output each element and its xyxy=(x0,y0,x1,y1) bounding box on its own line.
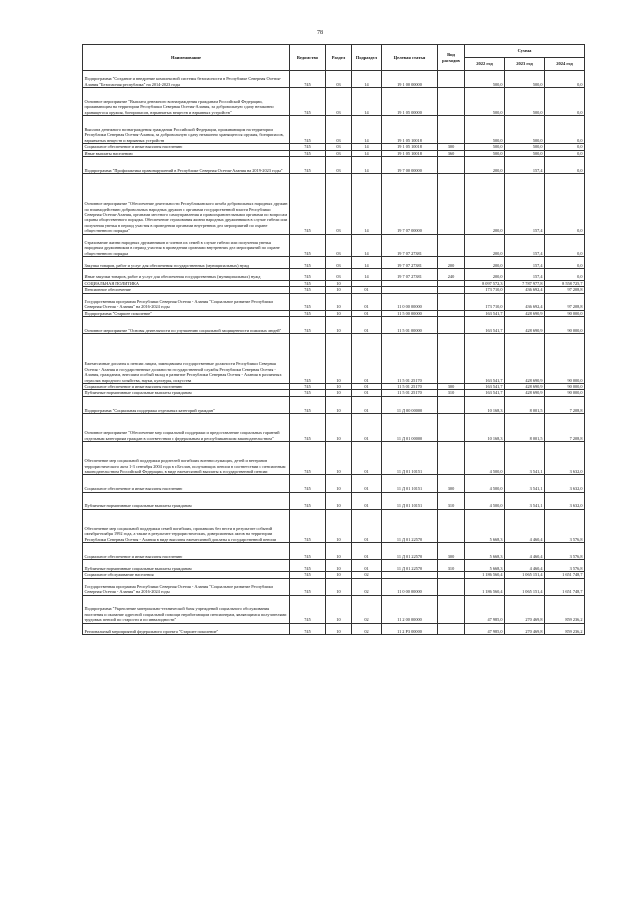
row-vr: 360 xyxy=(438,150,465,156)
row-sum-3: 1 651 748,7 xyxy=(545,578,585,595)
row-sum-1: 10 168,3 xyxy=(465,396,505,413)
row-name: СОЦИАЛЬНАЯ ПОЛИТИКА xyxy=(83,280,290,286)
header-year-1: 2022 год xyxy=(465,58,505,71)
row-sum-3: 859 236,2 xyxy=(545,623,585,635)
header-podrazdel: Подраздел xyxy=(352,45,382,71)
row-razdel: 03 xyxy=(326,234,352,257)
row-razdel: 10 xyxy=(326,560,352,572)
row-sum-1: 10 168,3 xyxy=(465,413,505,441)
table-row xyxy=(83,88,585,116)
row-ved: 745 xyxy=(290,390,326,396)
row-vr xyxy=(438,234,465,257)
row-podrazdel: 01 xyxy=(352,475,382,492)
table-row xyxy=(83,157,585,174)
row-ved: 745 xyxy=(290,441,326,474)
table-row xyxy=(83,595,585,623)
row-cs: 11 0 00 00000 xyxy=(382,293,438,310)
row-cs: 19 7 07 27381 xyxy=(382,257,438,269)
row-podrazdel: 14 xyxy=(352,116,382,144)
row-vr: 300 xyxy=(438,144,465,150)
row-sum-2: 3 541,1 xyxy=(505,475,545,492)
row-sum-3: 0,0 xyxy=(545,150,585,156)
row-vr: 310 xyxy=(438,560,465,572)
row-sum-1: 163 541,7 xyxy=(465,390,505,396)
row-vr xyxy=(438,317,465,334)
row-name: Подпрограмма "Укрепление материально-технической базы учреждений социального обслуживания населения и оказание адресной социальной помощи неработающим пенсионерам, являющимся получателями трудовых пенсий по старости и по инвалидности" xyxy=(83,595,290,623)
row-sum-2: 4 460,4 xyxy=(505,560,545,572)
header-cs: Целевая статья xyxy=(382,45,438,71)
row-podrazdel: 01 xyxy=(352,396,382,413)
header-year-2: 2023 год xyxy=(505,58,545,71)
row-sum-2: 157,4 xyxy=(505,157,545,174)
table-row xyxy=(83,509,585,542)
row-ved: 745 xyxy=(290,509,326,542)
row-name: Страхование жизни народных дружинников и членов их семей в случае гибели или получения увечья народным дружинником в период участия в проведении органами внутренних дел мероприятий по охране общественного порядка xyxy=(83,234,290,257)
row-name: Закупка товаров, работ и услуг для обеспечения государственных (муниципальных) нужд xyxy=(83,257,290,269)
row-sum-2: 428 690,9 xyxy=(505,310,545,316)
row-sum-2: 157,4 xyxy=(505,174,545,234)
row-sum-3: 90 000,0 xyxy=(545,310,585,316)
row-cs: 19 7 07 27381 xyxy=(382,234,438,257)
row-sum-2: 436 692,4 xyxy=(505,293,545,310)
row-podrazdel: 02 xyxy=(352,623,382,635)
row-sum-2: 436 692,4 xyxy=(505,287,545,293)
row-podrazdel: 14 xyxy=(352,144,382,150)
row-sum-1: 163 541,7 xyxy=(465,334,505,384)
table-row xyxy=(83,413,585,441)
row-vr: 310 xyxy=(438,492,465,509)
row-cs: 11 Д 01 00000 xyxy=(382,413,438,441)
row-cs: 11 5 00 00000 xyxy=(382,310,438,316)
row-podrazdel: 01 xyxy=(352,543,382,560)
table-row xyxy=(83,257,585,269)
row-podrazdel: 14 xyxy=(352,174,382,234)
row-sum-2: 270 469,8 xyxy=(505,595,545,623)
row-podrazdel: 02 xyxy=(352,595,382,623)
row-ved: 745 xyxy=(290,144,326,150)
row-razdel: 03 xyxy=(326,257,352,269)
row-sum-1: 163 541,7 xyxy=(465,317,505,334)
row-sum-1: 200,0 xyxy=(465,174,505,234)
header-ved: Ведомство xyxy=(290,45,326,71)
row-sum-1: 47 985,0 xyxy=(465,623,505,635)
row-sum-2: 4 460,4 xyxy=(505,509,545,542)
row-ved: 745 xyxy=(290,310,326,316)
row-name: Обеспечение мер социальной поддержки родителей погибших военнослужащих, детей и ветеранов террористического акта 1-3 сентября 2004 года в г.Беслан, получающих пенсии в соответствии с пенсионным законодательством Российской Федерации, в виде ежемесячной выплаты к государственной пенсии xyxy=(83,441,290,474)
row-sum-3: 0,0 xyxy=(545,71,585,88)
row-ved: 745 xyxy=(290,268,326,280)
row-sum-2: 3 541,1 xyxy=(505,492,545,509)
row-sum-2: 157,4 xyxy=(505,268,545,280)
row-sum-2: 4 460,4 xyxy=(505,543,545,560)
row-name: Ежемесячные доплаты к пенсии лицам, замещавшим государственные должности Республики Северная Осетия - Алания и государственные должности государственной службы Республики Северная Осетия - Алания, гражданам, внесшим особый вклад в развитие Республики Северная Осетия - Алания в различных отраслях народного хозяйства, науки, культуры, искусства xyxy=(83,334,290,384)
table-row xyxy=(83,578,585,595)
table-row xyxy=(83,293,585,310)
row-ved: 745 xyxy=(290,280,326,286)
row-sum-3: 97 208,8 xyxy=(545,287,585,293)
row-cs: 11 2 Р3 00000 xyxy=(382,623,438,635)
row-sum-3: 1 651 748,7 xyxy=(545,572,585,578)
row-vr xyxy=(438,116,465,144)
row-ved: 745 xyxy=(290,492,326,509)
row-ved: 745 xyxy=(290,572,326,578)
row-ved: 745 xyxy=(290,88,326,116)
row-sum-1: 4 500,0 xyxy=(465,441,505,474)
row-sum-3: 90 000,0 xyxy=(545,317,585,334)
row-cs: 11 5 01 25170 xyxy=(382,383,438,389)
row-sum-3: 0,0 xyxy=(545,174,585,234)
row-vr xyxy=(438,623,465,635)
row-cs: 11 5 01 00000 xyxy=(382,317,438,334)
row-name: Пенсионное обеспечение xyxy=(83,287,290,293)
row-sum-2: 1 065 151,4 xyxy=(505,572,545,578)
row-cs: 11 2 00 00000 xyxy=(382,595,438,623)
row-sum-1: 500,0 xyxy=(465,150,505,156)
row-ved: 745 xyxy=(290,413,326,441)
row-cs: 11 Д 01 22570 xyxy=(382,543,438,560)
row-cs: 19 1 05 10018 xyxy=(382,150,438,156)
header-name: Наименование xyxy=(83,45,290,71)
row-sum-2: 8 001,5 xyxy=(505,396,545,413)
table-row xyxy=(83,543,585,560)
row-name: Выплата денежного вознаграждения гражданам Российской Федерации, проживающим на территории Республики Северная Осетия-Алания, за добровольную сдачу незаконно хранящегося оружия, боеприпасов, взрывчатых веществ и взрывных устройств xyxy=(83,116,290,144)
row-podrazdel: 02 xyxy=(352,572,382,578)
row-vr xyxy=(438,174,465,234)
row-sum-3: 0,0 xyxy=(545,157,585,174)
row-ved: 745 xyxy=(290,293,326,310)
row-sum-2: 428 690,9 xyxy=(505,383,545,389)
row-podrazdel: 01 xyxy=(352,383,382,389)
row-sum-1: 8 097 572,3 xyxy=(465,280,505,286)
budget-table xyxy=(82,44,585,635)
row-sum-3: 3 632,0 xyxy=(545,492,585,509)
header-sum: Сумма xyxy=(465,45,585,58)
row-sum-2: 157,4 xyxy=(505,234,545,257)
row-vr: 240 xyxy=(438,268,465,280)
row-razdel: 03 xyxy=(326,150,352,156)
row-razdel: 10 xyxy=(326,623,352,635)
row-sum-1: 1 186 560,4 xyxy=(465,578,505,595)
row-cs: 19 7 00 00000 xyxy=(382,157,438,174)
header-razdel: Раздел xyxy=(326,45,352,71)
table-row xyxy=(83,492,585,509)
row-sum-3: 3 632,0 xyxy=(545,475,585,492)
row-name: Подпрограмма "Профилактика правонарушений в Республике Северная Осетия-Алания на 2019-2023 годы" xyxy=(83,157,290,174)
row-name: Государственная программа Республики Северная Осетия - Алания "Социальное развитие Республики Северная Осетия - Алания" на 2016-2024 годы xyxy=(83,293,290,310)
row-sum-3: 0,0 xyxy=(545,234,585,257)
row-name: Основное мероприятие "Обеспечение мер социальной поддержки и предоставление социальных гарантий отдельным категориям граждан в соответствии с федеральным и республиканским законодательством" xyxy=(83,413,290,441)
row-vr: 300 xyxy=(438,383,465,389)
row-sum-3: 90 000,0 xyxy=(545,390,585,396)
row-sum-1: 500,0 xyxy=(465,144,505,150)
row-sum-1: 163 541,7 xyxy=(465,383,505,389)
row-vr xyxy=(438,578,465,595)
budget-body xyxy=(83,71,585,635)
row-razdel: 10 xyxy=(326,383,352,389)
row-cs: 11 Д 01 10151 xyxy=(382,475,438,492)
row-cs: 19 1 05 00000 xyxy=(382,88,438,116)
row-cs: 11 0 00 00000 xyxy=(382,578,438,595)
row-sum-3: 859 236,2 xyxy=(545,595,585,623)
row-name: Основное мероприятие "Основы деятельности по улучшению социальной защищенности пожилых людей" xyxy=(83,317,290,334)
row-podrazdel: 01 xyxy=(352,560,382,572)
row-sum-2: 500,0 xyxy=(505,88,545,116)
row-podrazdel: 01 xyxy=(352,310,382,316)
row-vr: 310 xyxy=(438,390,465,396)
row-vr: 300 xyxy=(438,543,465,560)
row-razdel: 10 xyxy=(326,413,352,441)
row-razdel: 10 xyxy=(326,475,352,492)
row-sum-1: 500,0 xyxy=(465,71,505,88)
row-razdel: 10 xyxy=(326,334,352,384)
row-sum-3: 3 632,0 xyxy=(545,441,585,474)
row-sum-2: 7 787 977,8 xyxy=(505,280,545,286)
row-razdel: 10 xyxy=(326,578,352,595)
header-year-3: 2024 год xyxy=(545,58,585,71)
row-razdel: 10 xyxy=(326,310,352,316)
row-cs: 11 Д 00 00000 xyxy=(382,396,438,413)
table-row xyxy=(83,396,585,413)
row-sum-2: 1 065 151,4 xyxy=(505,578,545,595)
row-podrazdel: 14 xyxy=(352,88,382,116)
row-vr xyxy=(438,396,465,413)
row-sum-1: 200,0 xyxy=(465,257,505,269)
row-cs: 11 Д 01 10151 xyxy=(382,492,438,509)
row-sum-2: 8 001,5 xyxy=(505,413,545,441)
row-sum-3: 0,0 xyxy=(545,268,585,280)
row-name: Публичные нормативные социальные выплаты гражданам xyxy=(83,390,290,396)
row-name: Основное мероприятие "Выплата денежного вознаграждения гражданам Российской Федерации, проживающим на территории Республики Северная Осетия-Алания, за добровольную сдачу незаконно хранящегося оружия, боеприпасов, взрывчатых веществ и взрывных устройств" xyxy=(83,88,290,116)
row-ved: 745 xyxy=(290,71,326,88)
row-vr: 200 xyxy=(438,257,465,269)
row-sum-2: 428 690,9 xyxy=(505,317,545,334)
row-vr xyxy=(438,413,465,441)
row-podrazdel: 14 xyxy=(352,157,382,174)
row-cs: 19 7 07 00000 xyxy=(382,174,438,234)
row-sum-1: 5 668,3 xyxy=(465,560,505,572)
row-sum-3: 7 208,8 xyxy=(545,396,585,413)
row-ved: 745 xyxy=(290,317,326,334)
row-ved: 745 xyxy=(290,234,326,257)
row-name: Основное мероприятие "Обеспечение деятельности Республиканского штаба добровольных народных дружин по взаимодействию добровольных народных дружин с органами государственной власти Республики Северная Осетия-Алания, органами местного самоуправления и правоохранительными органами по вопросам охраны общественного порядка. Обеспечение страхования жизни народных дружинников в случае гибели или получения увечья в период участия в проведении органами внутренних дел мероприятий по охране общественного порядка" xyxy=(83,174,290,234)
row-podrazdel: 01 xyxy=(352,509,382,542)
row-vr xyxy=(438,595,465,623)
row-sum-3: 0,0 xyxy=(545,116,585,144)
row-vr xyxy=(438,509,465,542)
table-row xyxy=(83,234,585,257)
row-name: Подпрограмма "Создание и внедрение комплексной системы безопасности в Республике Северная Осетия-Алания "Безопасная республика" на 2014-2023 годы xyxy=(83,71,290,88)
row-podrazdel: 01 xyxy=(352,293,382,310)
row-podrazdel: 01 xyxy=(352,334,382,384)
row-ved: 745 xyxy=(290,623,326,635)
row-razdel: 03 xyxy=(326,144,352,150)
row-sum-1: 47 985,0 xyxy=(465,595,505,623)
row-razdel: 10 xyxy=(326,543,352,560)
row-razdel: 10 xyxy=(326,492,352,509)
row-sum-3: 0,0 xyxy=(545,88,585,116)
row-sum-1: 163 541,7 xyxy=(465,310,505,316)
page-number: 78 xyxy=(317,30,323,36)
row-podrazdel: 01 xyxy=(352,492,382,509)
row-name: Социальное обеспечение и иные выплаты населению xyxy=(83,543,290,560)
row-podrazdel: 14 xyxy=(352,234,382,257)
table-row xyxy=(83,317,585,334)
row-ved: 745 xyxy=(290,560,326,572)
row-name: Государственная программа Республики Северная Осетия - Алания "Социальное развитие Республики Северная Осетия - Алания" на 2016-2024 годы xyxy=(83,578,290,595)
row-razdel: 10 xyxy=(326,572,352,578)
row-vr xyxy=(438,157,465,174)
table-row xyxy=(83,174,585,234)
row-sum-3: 0,0 xyxy=(545,144,585,150)
row-cs: 11 Д 01 22570 xyxy=(382,509,438,542)
row-cs: 11 Д 01 22570 xyxy=(382,560,438,572)
table-row xyxy=(83,116,585,144)
row-podrazdel: 01 xyxy=(352,441,382,474)
row-name: Обеспечение мер социальной поддержки семей погибших, пропавших без вести в результате событий октября-ноября 1992 года, а также в результате террористических, диверсионных актов на территории Республики Северная Осетия - Алания в виде выплаты ежемесячной доплаты к государственной пенсии xyxy=(83,509,290,542)
row-razdel: 10 xyxy=(326,396,352,413)
row-sum-2: 3 541,1 xyxy=(505,441,545,474)
row-sum-2: 270 469,8 xyxy=(505,623,545,635)
row-name: Иные закупки товаров, работ и услуг для обеспечения государственных (муниципальных) нужд xyxy=(83,268,290,280)
row-razdel: 03 xyxy=(326,88,352,116)
row-podrazdel: 01 xyxy=(352,413,382,441)
row-cs: 19 7 07 27381 xyxy=(382,268,438,280)
row-name: Региональный мероприятий федерального проекта "Старшее поколение" xyxy=(83,623,290,635)
row-razdel: 03 xyxy=(326,174,352,234)
row-sum-2: 500,0 xyxy=(505,144,545,150)
row-sum-1: 4 500,0 xyxy=(465,492,505,509)
row-sum-1: 5 668,3 xyxy=(465,509,505,542)
row-vr xyxy=(438,71,465,88)
row-sum-3: 90 000,0 xyxy=(545,383,585,389)
row-sum-1: 200,0 xyxy=(465,157,505,174)
row-sum-1: 200,0 xyxy=(465,234,505,257)
row-cs: 11 5 01 25170 xyxy=(382,334,438,384)
table-row xyxy=(83,71,585,88)
row-ved: 745 xyxy=(290,595,326,623)
row-sum-1: 173 710,0 xyxy=(465,287,505,293)
row-sum-3: 90 000,0 xyxy=(545,334,585,384)
row-sum-3: 8 558 725,7 xyxy=(545,280,585,286)
row-sum-1: 200,0 xyxy=(465,268,505,280)
row-podrazdel: 14 xyxy=(352,268,382,280)
row-name: Публичные нормативные социальные выплаты гражданам xyxy=(83,560,290,572)
row-razdel: 10 xyxy=(326,595,352,623)
row-sum-1: 500,0 xyxy=(465,116,505,144)
row-name: Иные выплаты населению xyxy=(83,150,290,156)
row-podrazdel: 01 xyxy=(352,390,382,396)
row-razdel: 03 xyxy=(326,268,352,280)
row-cs: 19 1 05 10018 xyxy=(382,144,438,150)
row-sum-3: 3 576,8 xyxy=(545,543,585,560)
row-ved: 745 xyxy=(290,334,326,384)
row-sum-2: 157,4 xyxy=(505,257,545,269)
row-razdel: 03 xyxy=(326,71,352,88)
row-podrazdel: 14 xyxy=(352,71,382,88)
row-sum-3: 97 208,8 xyxy=(545,293,585,310)
row-podrazdel: 01 xyxy=(352,287,382,293)
row-sum-2: 500,0 xyxy=(505,71,545,88)
row-ved: 745 xyxy=(290,396,326,413)
row-sum-1: 500,0 xyxy=(465,88,505,116)
row-ved: 745 xyxy=(290,383,326,389)
header-vr: Вид расходов xyxy=(438,45,465,71)
table-row xyxy=(83,334,585,384)
row-sum-3: 0,0 xyxy=(545,257,585,269)
row-sum-3: 3 576,8 xyxy=(545,560,585,572)
row-podrazdel: 02 xyxy=(352,578,382,595)
table-row xyxy=(83,268,585,280)
row-ved: 745 xyxy=(290,157,326,174)
row-ved: 745 xyxy=(290,475,326,492)
row-cs: 11 5 01 25170 xyxy=(382,390,438,396)
table-row xyxy=(83,441,585,474)
row-name: Подпрограмма "Старшее поколение" xyxy=(83,310,290,316)
row-sum-3: 7 208,8 xyxy=(545,413,585,441)
table-row xyxy=(83,475,585,492)
row-razdel: 10 xyxy=(326,293,352,310)
row-sum-2: 500,0 xyxy=(505,150,545,156)
table-row xyxy=(83,623,585,635)
row-podrazdel: 14 xyxy=(352,150,382,156)
row-ved: 745 xyxy=(290,150,326,156)
row-razdel: 03 xyxy=(326,116,352,144)
row-sum-3: 3 576,8 xyxy=(545,509,585,542)
row-ved: 745 xyxy=(290,578,326,595)
row-vr xyxy=(438,441,465,474)
row-sum-1: 5 668,3 xyxy=(465,543,505,560)
row-ved: 745 xyxy=(290,174,326,234)
row-razdel: 10 xyxy=(326,287,352,293)
row-razdel: 10 xyxy=(326,509,352,542)
row-sum-2: 428 690,9 xyxy=(505,390,545,396)
row-razdel: 03 xyxy=(326,157,352,174)
row-sum-2: 500,0 xyxy=(505,116,545,144)
row-sum-2: 428 690,9 xyxy=(505,334,545,384)
row-vr xyxy=(438,334,465,384)
row-name: Социальное обслуживание населения xyxy=(83,572,290,578)
row-name: Социальное обеспечение и иные выплаты населению xyxy=(83,475,290,492)
row-ved: 745 xyxy=(290,257,326,269)
row-razdel: 10 xyxy=(326,317,352,334)
row-vr xyxy=(438,88,465,116)
row-cs: 19 1 05 10018 xyxy=(382,116,438,144)
table-row xyxy=(83,560,585,572)
row-sum-1: 1 186 560,4 xyxy=(465,572,505,578)
row-name: Социальное обеспечение и иные выплаты населению xyxy=(83,383,290,389)
row-ved: 745 xyxy=(290,543,326,560)
row-vr xyxy=(438,293,465,310)
row-name: Социальное обеспечение и иные выплаты населению xyxy=(83,144,290,150)
row-cs: 11 Д 01 10151 xyxy=(382,441,438,474)
row-vr: 300 xyxy=(438,475,465,492)
row-razdel: 10 xyxy=(326,280,352,286)
row-cs: 19 1 00 00000 xyxy=(382,71,438,88)
row-name: Публичные нормативные социальные выплаты гражданам xyxy=(83,492,290,509)
row-podrazdel: 14 xyxy=(352,257,382,269)
row-razdel: 10 xyxy=(326,441,352,474)
row-sum-1: 173 710,0 xyxy=(465,293,505,310)
row-razdel: 10 xyxy=(326,390,352,396)
row-sum-1: 4 500,0 xyxy=(465,475,505,492)
row-ved: 745 xyxy=(290,287,326,293)
row-name: Подпрограмма "Социальная поддержка отдельных категорий граждан" xyxy=(83,396,290,413)
row-podrazdel: 01 xyxy=(352,317,382,334)
row-ved: 745 xyxy=(290,116,326,144)
